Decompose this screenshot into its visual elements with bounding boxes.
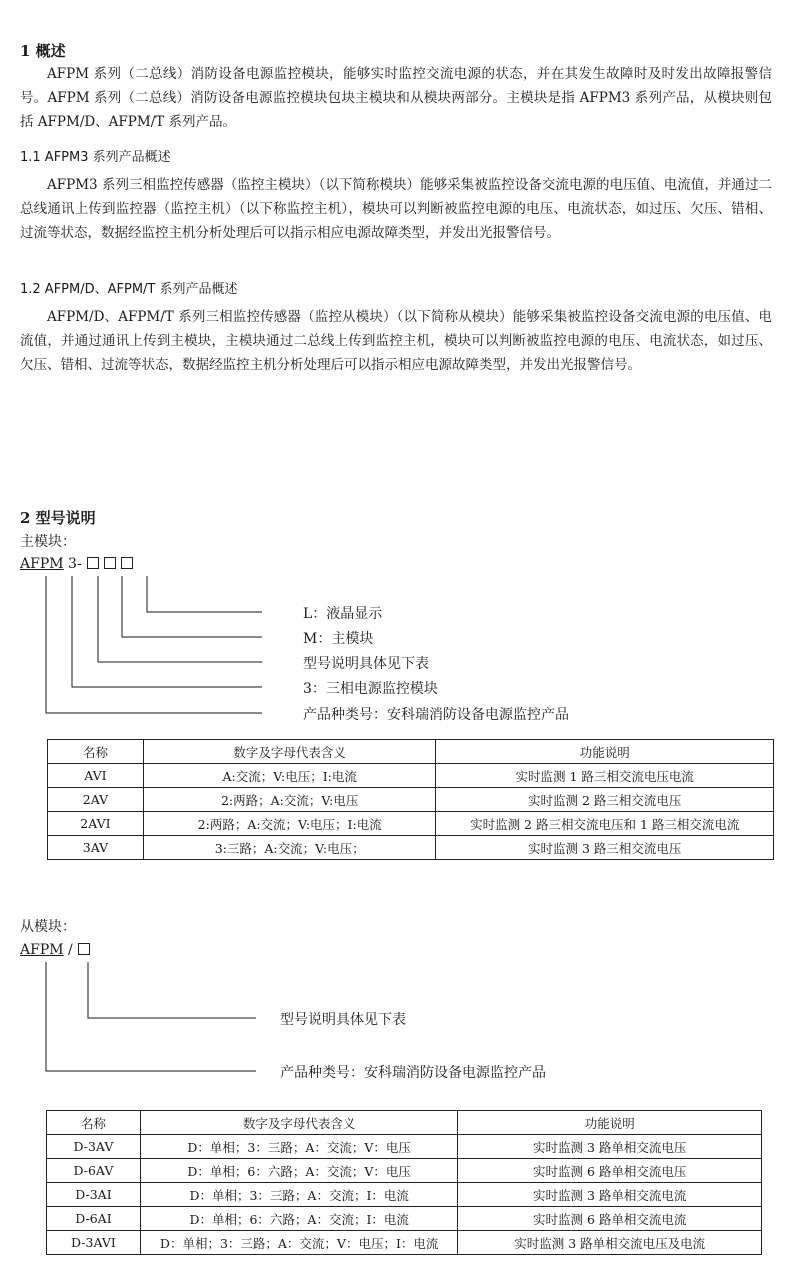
table-cell: A:交流；V:电压；I:电流 [143, 764, 436, 788]
table-row [47, 1207, 762, 1231]
master-model-series: 3- [68, 556, 82, 572]
table-cell: D-3AV [47, 1135, 141, 1159]
subsection-1-2-title: 1.2 AFPM/D、AFPM/T 系列产品概述 [20, 282, 238, 297]
slave-model-prefix: AFPM [20, 942, 64, 958]
table-row [47, 1159, 762, 1183]
subsection-1-1-title: 1.1 AFPM3 系列产品概述 [20, 150, 171, 165]
table-cell: D：单相；6：六路；A：交流；I：电流 [140, 1207, 458, 1231]
table-row [48, 764, 774, 788]
table-cell: D：单相；3：三路；A：交流；I：电流 [140, 1183, 458, 1207]
slave-model-table [46, 1110, 762, 1255]
table-header-cell: 名称 [48, 740, 144, 764]
table-row [47, 1231, 762, 1255]
table-cell: 3AV [48, 836, 144, 860]
section-1-title: 1 概述 [20, 42, 66, 60]
slave-model-code [20, 942, 90, 958]
subsection-1-2-text: AFPM/D、AFPM/T 系列三相监控传感器（监控从模块）（以下简称从模块）能够采集被监控设备交流电源的电压值、电流值，并通过通讯上传到主模块，主模块通过二总线上传到监控主机，模块可以判断被监控电源的电压、电流状态，如过压、欠压、错相、过流等状态，数据经监控主机分析处理后可以指示相应电源故障类型，并发出光报警信号。 [20, 309, 772, 373]
master-model-table [47, 739, 774, 860]
table-cell: 实时监测 6 路单相交流电流 [458, 1207, 762, 1231]
table-row [48, 812, 774, 836]
table-cell: 2AVI [48, 812, 144, 836]
table-cell: D-6AI [47, 1207, 141, 1231]
table-cell: D：单相；6：六路；A：交流；V：电压 [140, 1159, 458, 1183]
table-cell: D-3AI [47, 1183, 141, 1207]
table-row [47, 1183, 762, 1207]
slave-module-heading: 从模块： [20, 919, 76, 935]
table-header-cell: 功能说明 [436, 740, 774, 764]
table-cell: AVI [48, 764, 144, 788]
subsection-1-1-text: AFPM3 系列三相监控传感器（监控主模块）（以下简称模块）能够采集被监控设备交流电源的电压值、电流值，并通过二总线通讯上传到监控器（监控主机）（以下称监控主机），模块可以判断被监控电源的电压、电流状态，如过压、欠压、错相、过流等状态，数据经监控主机分析处理后可以指示相应电源故障类型，并发出光报警信号。 [20, 177, 772, 241]
master-label-l: L：液晶显示 [303, 606, 383, 622]
table-row [47, 1135, 762, 1159]
table-cell: D-3AVI [47, 1231, 141, 1255]
table-cell: 2:两路；A:交流；V:电压 [143, 788, 436, 812]
table-header-cell: 功能说明 [458, 1111, 762, 1135]
table-header-row [48, 740, 774, 764]
table-header-cell: 数字及字母代表含义 [143, 740, 436, 764]
table-cell: 实时监测 6 路单相交流电压 [458, 1159, 762, 1183]
table-header-cell: 数字及字母代表含义 [140, 1111, 458, 1135]
model-placeholder-box [78, 943, 90, 955]
master-label-model: 型号说明具体见下表 [303, 656, 429, 672]
table-cell: D-6AV [47, 1159, 141, 1183]
table-row [48, 836, 774, 860]
table-cell: 实时监测 2 路三相交流电压和 1 路三相交流电流 [436, 812, 774, 836]
table-cell: D：单相；3：三路；A：交流；V：电压；I：电流 [140, 1231, 458, 1255]
table-cell: 实时监测 3 路单相交流电压及电流 [458, 1231, 762, 1255]
master-label-m: M：主模块 [303, 631, 374, 647]
section-2-title: 2 型号说明 [20, 509, 96, 527]
table-cell: 实时监测 3 路单相交流电压 [458, 1135, 762, 1159]
table-header-cell: 名称 [47, 1111, 141, 1135]
master-label-category: 产品种类号：安科瑞消防设备电源监控产品 [303, 707, 569, 723]
slave-label-category: 产品种类号：安科瑞消防设备电源监控产品 [280, 1065, 546, 1081]
table-cell: 实时监测 3 路三相交流电压 [436, 836, 774, 860]
table-cell: 实时监测 2 路三相交流电压 [436, 788, 774, 812]
table-cell: 实时监测 3 路单相交流电流 [458, 1183, 762, 1207]
master-model-prefix: AFPM [20, 556, 64, 572]
table-row [48, 788, 774, 812]
table-cell: 2AV [48, 788, 144, 812]
table-cell: D：单相；3：三路；A：交流；V：电压 [140, 1135, 458, 1159]
table-cell: 实时监测 1 路三相交流电压电流 [436, 764, 774, 788]
master-label-3: 3：三相电源监控模块 [303, 681, 438, 697]
section-1-intro: AFPM 系列（二总线）消防设备电源监控模块，能够实时监控交流电源的状态，并在其发生故障时及时发出故障报警信号。AFPM 系列（二总线）消防设备电源监控模块包块主模块和从模块两部分。主模块是指 AFPM3 系列产品，从模块则包括 AFPM/D、AFPM/T 系列产品。 [20, 66, 772, 130]
table-header-row [47, 1111, 762, 1135]
table-cell: 2:两路；A:交流；V:电压；I:电流 [143, 812, 436, 836]
table-cell: 3:三路；A:交流；V:电压； [143, 836, 436, 860]
master-module-heading: 主模块： [20, 534, 76, 550]
slave-model-separator: / [68, 942, 73, 958]
slave-label-model: 型号说明具体见下表 [280, 1012, 406, 1028]
